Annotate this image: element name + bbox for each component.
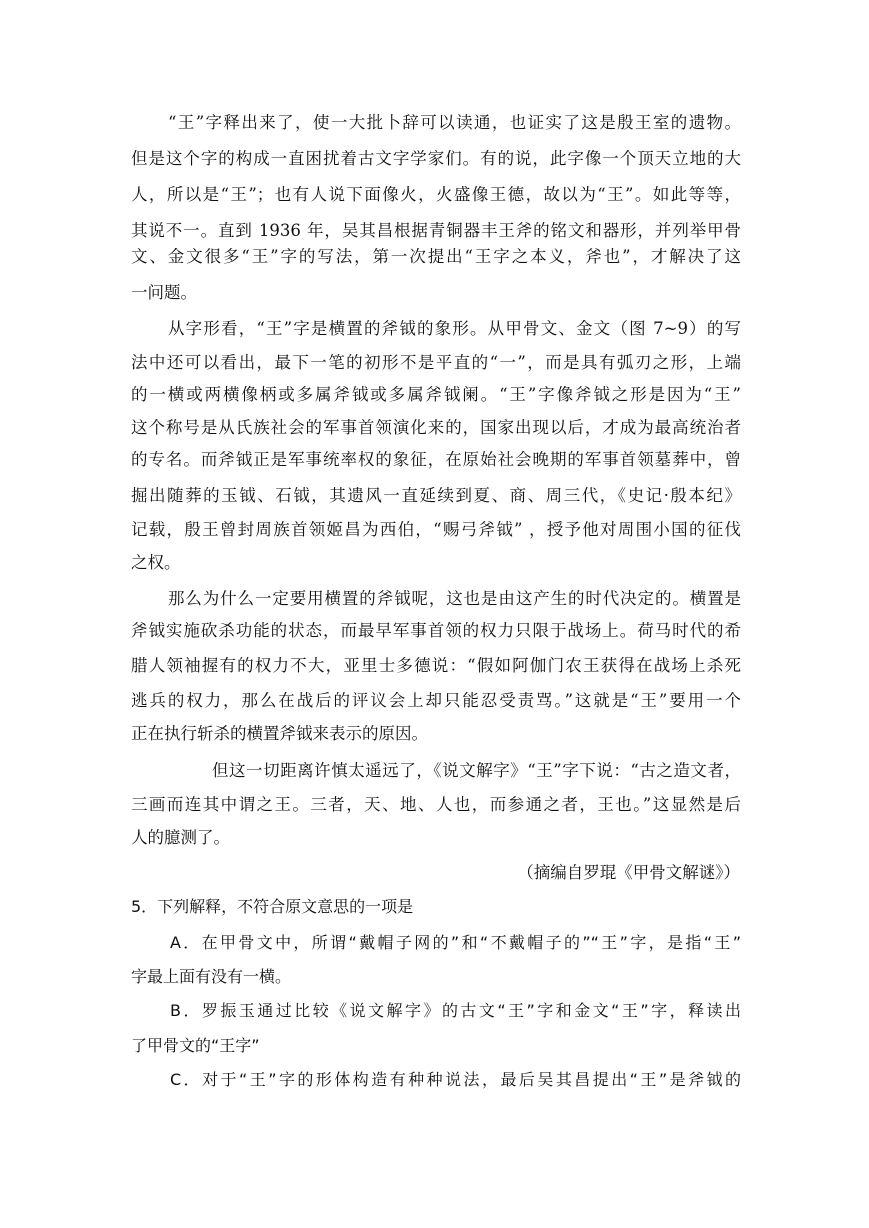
passage-line: 但这一切距离许慎太遥远了，《说文解字》“王”字下说：“古之造文者，: [212, 761, 741, 780]
passage-line: 三画而连其中谓之王。三者，天、地、人也，而参通之者，王也。”这显然是后: [131, 795, 741, 814]
passage-line: 逃兵的权力，那么在战后的评议会上却只能忍受责骂。”这就是“王”要用一个: [131, 691, 741, 710]
passage-line: 的一横或两横像柄或多属斧钺或多属斧钺阑。“王”字像斧钺之形是因为“王”: [131, 385, 741, 404]
passage-line: 这个称号是从氏族社会的军事首领演化来的，国家出现以后，才成为最高统治者: [131, 418, 741, 437]
passage-line: “王”字释出来了，使一大批卜辞可以读通，也证实了这是殷王室的遗物。: [168, 113, 741, 132]
option-a-continued: 字最上面有没有一横。: [131, 967, 292, 986]
passage-line: 的专名。而斧钺正是军事统率权的象征，在原始社会晚期的军事首领墓葬中，曾: [131, 450, 741, 469]
option-a: A．在甲骨文中，所谓“戴帽子网的”和“不戴帽子的”“王”字，是指“王”: [170, 933, 741, 952]
passage-line: 人的臆测了。: [131, 828, 230, 847]
passage-line: 正在执行斩杀的横置斧钺来表示的原因。: [131, 724, 428, 743]
passage-line: 一问题。: [131, 283, 197, 302]
passage-line: 其说不一。直到 1936 年，吴其昌根据青铜器丰王斧的铭文和器形，并列举甲骨: [131, 221, 741, 240]
option-b: B．罗振玉通过比较《说文解字》的古文“王”字和金文“王”字，释读出: [170, 1001, 741, 1020]
passage-line: 那么为什么一定要用横置的斧钺呢，这也是由这产生的时代决定的。横置是: [168, 589, 741, 608]
passage-line: 之权。: [131, 553, 181, 572]
passage-line: 掘出随葬的玉钺、石钺，其遗风一直延续到夏、商、周三代，《史记·殷本纪》: [131, 486, 741, 505]
passage-line: 但是这个字的构成一直困扰着古文字学家们。有的说，此字像一个顶天立地的大: [131, 149, 741, 168]
passage-line: 人，所以是“王”；也有人说下面像火，火盛像王德，故以为“王”。如此等等，: [131, 185, 741, 204]
question-title: 5．下列解释，不符合原文意思的一项是: [131, 897, 414, 916]
source-citation: （摘编自罗琨《甲骨文解谜》）: [517, 863, 740, 882]
option-c: C．对于“王”字的形体构造有种种说法，最后吴其昌提出“王”是斧钺的: [170, 1070, 741, 1089]
passage-line: 斧钺实施砍杀功能的状态，而最早军事首领的权力只限于战场上。荷马时代的希: [131, 621, 741, 640]
passage-line: 从字形看，“王”字是横置的斧钺的象形。从甲骨文、金文（图 7~9）的写: [168, 319, 741, 338]
passage-line: 文、金文很多“王”字的写法，第一次提出“王字之本义，斧也”，才解决了这: [131, 247, 741, 266]
option-b-continued: 了甲骨文的“王字”: [131, 1036, 260, 1055]
passage-line: 法中还可以看出，最下一笔的初形不是平直的“一”，而是具有弧刃之形，上端: [131, 353, 741, 372]
passage-line: 记载，殷王曾封周族首领姬昌为西伯，“赐弓斧钺” ，授予他对周围小国的征伐: [131, 520, 741, 539]
passage-line: 腊人领袖握有的权力不大，亚里士多德说：“假如阿伽门农王获得在战场上杀死: [131, 656, 741, 675]
